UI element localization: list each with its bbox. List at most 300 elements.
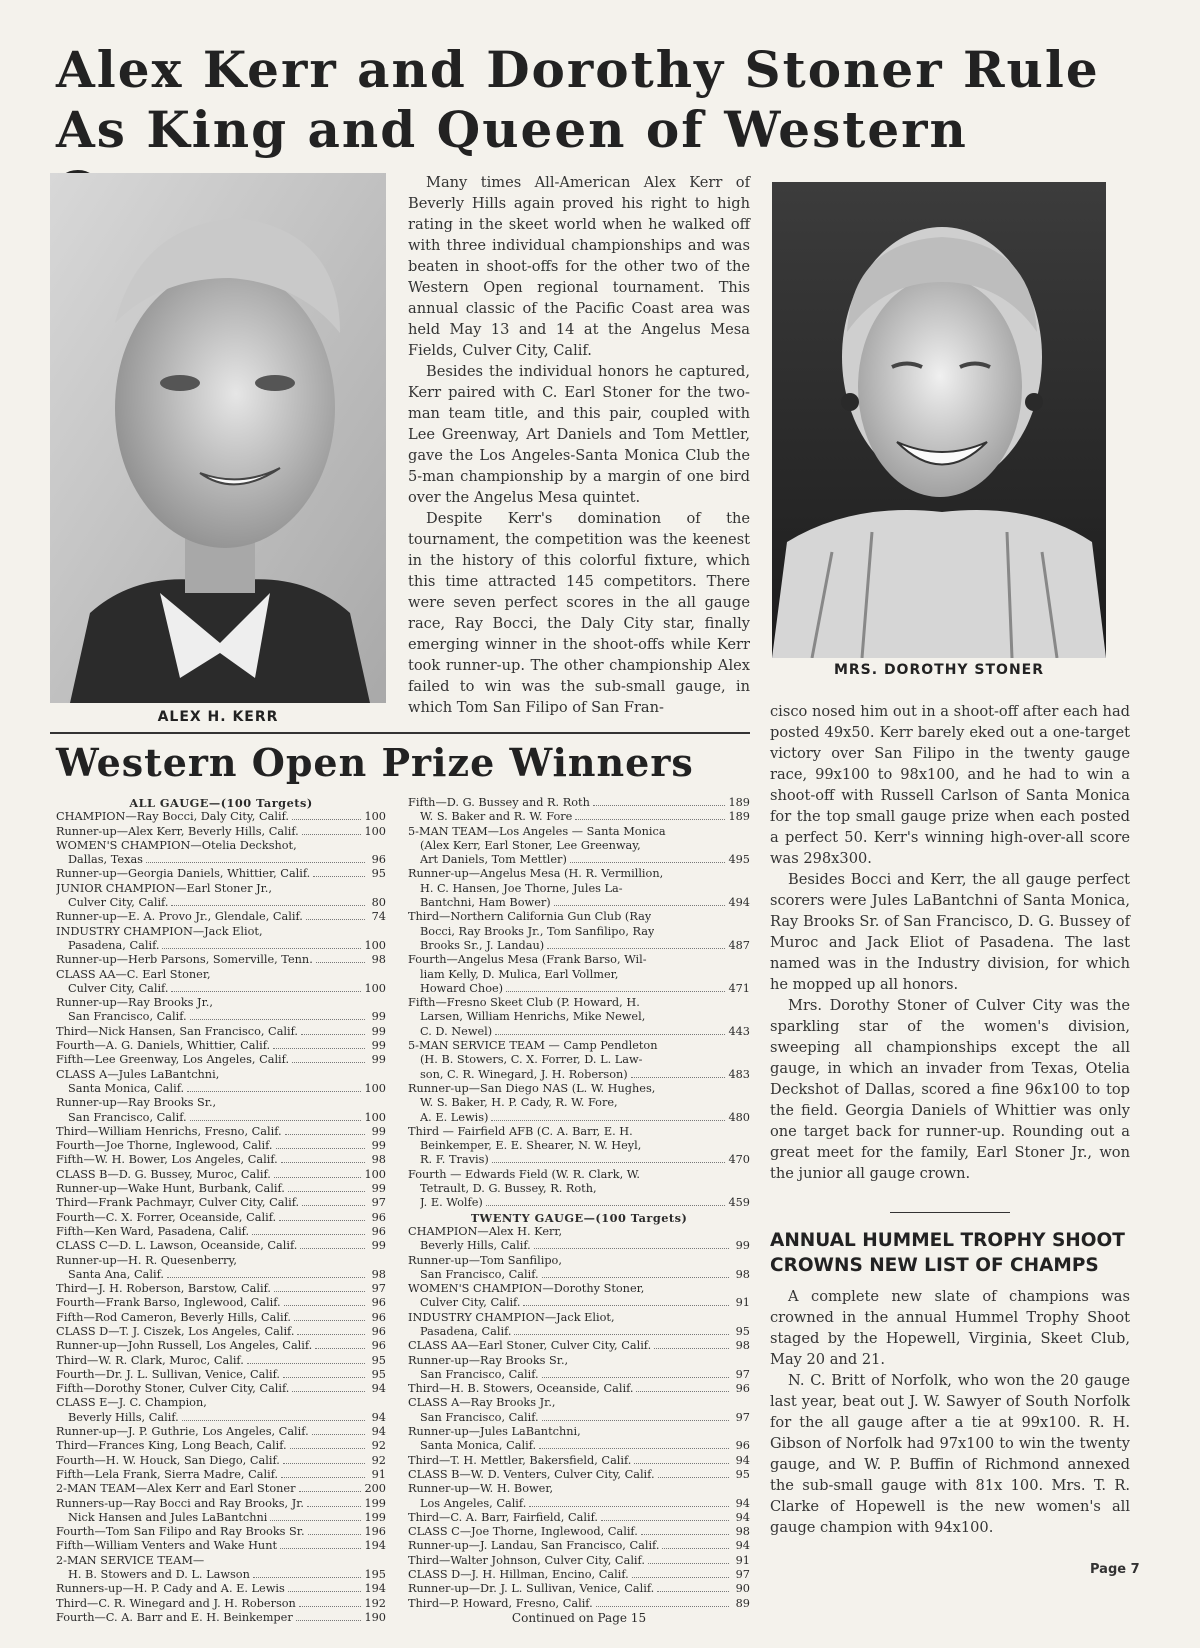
result-text: Bantchni, Ham Bower)	[420, 896, 551, 910]
result-line	[408, 1039, 750, 1053]
result-line	[56, 1010, 386, 1024]
result-score: 91	[735, 1553, 750, 1567]
result-line	[408, 1182, 750, 1196]
result-line	[56, 1082, 386, 1096]
result-score: 200	[364, 1482, 386, 1496]
result-score: 94	[371, 1410, 386, 1424]
section-divider-rule	[50, 732, 750, 734]
result-line	[408, 1554, 750, 1568]
result-score: 98	[371, 953, 386, 967]
prize-winners-title: Western Open Prize Winners	[56, 740, 694, 785]
result-line	[56, 896, 386, 910]
result-line	[56, 853, 386, 867]
result-line	[408, 1439, 750, 1453]
result-score: 480	[728, 1110, 750, 1124]
result-text: Runner-up—E. A. Provo Jr., Glendale, Calif.	[56, 910, 303, 924]
result-score: 470	[728, 1153, 750, 1167]
dot-leader	[276, 1148, 366, 1149]
result-line	[56, 1582, 386, 1596]
result-text: (H. B. Stowers, C. X. Forrer, D. L. Law-	[420, 1053, 643, 1067]
result-score: 94	[735, 1496, 750, 1510]
result-score: 459	[728, 1196, 750, 1210]
result-score: 99	[371, 1010, 386, 1024]
dot-leader	[307, 1506, 361, 1507]
result-score: 100	[364, 1167, 386, 1181]
result-line	[408, 810, 750, 824]
result-text: C. D. Newel)	[420, 1024, 493, 1038]
headline-line-2: As King and Queen of Western	[56, 100, 968, 159]
dot-leader	[167, 1277, 365, 1278]
dot-leader	[300, 1248, 365, 1249]
result-score: 98	[735, 1339, 750, 1353]
result-text: Beverly Hills, Calif.	[420, 1239, 531, 1253]
result-score: 96	[371, 1296, 386, 1310]
result-line	[56, 1225, 386, 1239]
result-text: Runners-up—H. P. Cady and A. E. Lewis	[56, 1582, 285, 1596]
result-score: 100	[364, 1110, 386, 1124]
result-line	[408, 939, 750, 953]
result-text: CLASS D—J. H. Hillman, Encino, Calif.	[408, 1568, 629, 1582]
result-score: 97	[735, 1367, 750, 1381]
dot-leader	[593, 805, 726, 806]
dot-leader	[280, 1548, 361, 1549]
dot-leader	[641, 1534, 729, 1535]
dot-leader	[514, 1334, 729, 1335]
result-line	[56, 1211, 386, 1225]
dot-leader	[529, 1506, 729, 1507]
result-text: Runner-up—H. R. Quesenberry,	[56, 1253, 237, 1267]
result-line	[408, 1268, 750, 1282]
story-paragraph-2: Besides the individual honors he captured, Kerr paired with C. Earl Stoner for the two-man team title, and this pair, coupled with Lee Greenway, Art Daniels and Tom Mettler, gave the Los Angeles-Santa Monica Club the 5-man championship by a margin of one bird over the Angelus Mesa quintet.	[408, 363, 750, 506]
result-text: CLASS B—D. G. Bussey, Muroc, Calif.	[56, 1167, 271, 1181]
result-text: Third—P. Howard, Fresno, Calif.	[408, 1596, 593, 1610]
result-line	[408, 867, 750, 881]
result-text: Third—Walter Johnson, Culver City, Calif.	[408, 1553, 645, 1567]
result-score: 99	[371, 1139, 386, 1153]
story-continuation-column	[770, 701, 1130, 1184]
dot-leader	[292, 819, 361, 820]
result-line	[56, 1511, 386, 1525]
story-continued-paragraph-2: Besides Bocci and Kerr, the all gauge perfect scorers were Jules LaBantchni of Santa Monica, Ray Brooks Sr. of San Francisco, D. G. Bussey of Muroc and Jack Eliot of Pasadena. The last named was in the Industry division, for which he mopped up all honors.	[770, 871, 1130, 993]
result-line	[408, 1068, 750, 1082]
result-score: 100	[364, 810, 386, 824]
result-line	[408, 1497, 750, 1511]
result-score: 97	[371, 1196, 386, 1210]
result-score: 98	[371, 1267, 386, 1281]
result-line	[408, 1539, 750, 1553]
result-text: Howard Choe)	[420, 981, 504, 995]
result-score: 196	[364, 1525, 386, 1539]
result-text: CLASS A—Ray Brooks Jr.,	[408, 1396, 556, 1410]
result-line	[408, 1611, 750, 1625]
result-text: Fifth—Dorothy Stoner, Culver City, Calif.	[56, 1382, 290, 1396]
result-text: Santa Monica, Calif.	[420, 1439, 537, 1453]
dot-leader	[506, 991, 725, 992]
result-text: CLASS E—J. C. Champion,	[56, 1396, 207, 1410]
result-score: 80	[371, 896, 386, 910]
sidebar-divider-rule	[890, 1212, 1010, 1213]
dot-leader	[182, 1420, 365, 1421]
result-line	[56, 1354, 386, 1368]
page-number: Page 7	[1090, 1562, 1140, 1577]
result-line	[408, 1082, 750, 1096]
result-line	[408, 953, 750, 967]
result-text: Pasadena, Calif.	[420, 1324, 512, 1338]
result-line	[408, 1111, 750, 1125]
dot-leader	[634, 1463, 729, 1464]
result-score: 100	[364, 981, 386, 995]
dot-leader	[601, 1520, 729, 1521]
result-text: JUNIOR CHAMPION—Earl Stoner Jr.,	[56, 881, 272, 895]
result-line	[408, 1425, 750, 1439]
result-text: CHAMPION—Alex H. Kerr,	[408, 1224, 563, 1238]
result-score: 100	[364, 938, 386, 952]
result-score: 94	[735, 1539, 750, 1553]
result-text: Runner-up—J. Landau, San Francisco, Calif.	[408, 1539, 660, 1553]
dot-leader	[596, 1606, 729, 1607]
result-text: Runner-up—Ray Brooks Jr.,	[56, 996, 213, 1010]
result-score: 99	[371, 1239, 386, 1253]
result-text: W. S. Baker and R. W. Fore	[420, 810, 573, 824]
result-text: Bocci, Ray Brooks Jr., Tom Sanfilipo, Ray	[420, 924, 655, 938]
result-score: 91	[735, 1296, 750, 1310]
result-text: Fifth—Fresno Skeet Club (P. Howard, H.	[408, 996, 640, 1010]
result-score: 96	[371, 1324, 386, 1338]
result-text: Third—T. H. Mettler, Bakersfield, Calif.	[408, 1453, 632, 1467]
dot-leader	[570, 862, 726, 863]
result-line	[408, 1010, 750, 1024]
result-score: 94	[735, 1453, 750, 1467]
result-line	[56, 1239, 386, 1253]
result-line	[408, 1568, 750, 1582]
result-text: Fourth—C. X. Forrer, Oceanside, Calif.	[56, 1210, 277, 1224]
result-text: CHAMPION—Ray Bocci, Daly City, Calif.	[56, 810, 289, 824]
result-text: Runner-up—Ray Brooks Sr.,	[408, 1353, 569, 1367]
dot-leader	[285, 1134, 365, 1135]
result-text: Beverly Hills, Calif.	[68, 1410, 179, 1424]
result-text: Brooks Sr., J. Landau)	[420, 938, 545, 952]
result-score: 92	[371, 1453, 386, 1467]
result-score: 90	[735, 1582, 750, 1596]
result-line	[56, 1396, 386, 1410]
result-text: Runner-up—Jules LaBantchni,	[408, 1425, 581, 1439]
result-line	[408, 1025, 750, 1039]
result-line	[408, 1282, 750, 1296]
result-text: 5-MAN SERVICE TEAM — Camp Pendleton	[408, 1039, 658, 1053]
result-text: San Francisco, Calif.	[420, 1410, 539, 1424]
result-line	[408, 925, 750, 939]
result-score: 199	[364, 1510, 386, 1524]
result-text: CLASS C—D. L. Lawson, Oceanside, Calif.	[56, 1239, 298, 1253]
result-line	[408, 1311, 750, 1325]
result-score: 98	[735, 1525, 750, 1539]
result-text: Fourth—C. A. Barr and E. H. Beinkemper	[56, 1610, 293, 1624]
result-line	[56, 1311, 386, 1325]
result-text: Los Angeles, Calif.	[420, 1496, 527, 1510]
result-line	[56, 825, 386, 839]
dot-leader	[654, 1348, 729, 1349]
result-line	[56, 1282, 386, 1296]
result-score: 487	[728, 938, 750, 952]
dot-leader	[542, 1420, 729, 1421]
result-score: 99	[371, 1124, 386, 1138]
sidebar-story	[770, 1286, 1130, 1538]
result-score: 94	[371, 1382, 386, 1396]
sidebar-headline-line-1: ANNUAL HUMMEL TROPHY SHOOT	[770, 1230, 1125, 1251]
result-text: Fourth—Joe Thorne, Inglewood, Calif.	[56, 1139, 273, 1153]
dot-leader	[288, 1591, 362, 1592]
dot-leader	[658, 1477, 729, 1478]
result-text: Fourth — Edwards Field (W. R. Clark, W.	[408, 1167, 641, 1181]
dot-leader	[297, 1334, 365, 1335]
result-line	[408, 910, 750, 924]
result-text: CLASS B—W. D. Venters, Culver City, Calif.	[408, 1467, 655, 1481]
result-line	[408, 1153, 750, 1167]
result-line	[408, 1053, 750, 1067]
dot-leader	[492, 1162, 726, 1163]
result-line	[56, 796, 386, 810]
result-line	[408, 1339, 750, 1353]
dot-leader	[486, 1205, 726, 1206]
result-line	[408, 1468, 750, 1482]
result-text: San Francisco, Calif.	[420, 1367, 539, 1381]
result-score: 199	[364, 1496, 386, 1510]
result-line	[56, 882, 386, 896]
dot-leader	[534, 1248, 729, 1249]
result-line	[408, 1168, 750, 1182]
result-line	[56, 1454, 386, 1468]
dot-leader	[247, 1363, 365, 1364]
dot-leader	[301, 1034, 365, 1035]
result-score: 99	[371, 1182, 386, 1196]
result-line	[56, 1296, 386, 1310]
result-score: 96	[371, 1310, 386, 1324]
result-line	[56, 953, 386, 967]
dot-leader	[283, 1463, 365, 1464]
dot-leader	[279, 1220, 365, 1221]
result-text: liam Kelly, D. Mulica, Earl Vollmer,	[420, 967, 619, 981]
result-score: 483	[728, 1067, 750, 1081]
results-column-2	[408, 796, 750, 1625]
result-score: 89	[735, 1596, 750, 1610]
result-line	[408, 1525, 750, 1539]
result-line	[56, 1425, 386, 1439]
dot-leader	[299, 1606, 362, 1607]
dot-leader	[632, 1577, 729, 1578]
result-score: 95	[371, 1353, 386, 1367]
result-line	[56, 996, 386, 1010]
result-text: ALL GAUGE—(100 Targets)	[129, 796, 313, 810]
result-line	[56, 925, 386, 939]
result-text: Tetrault, D. G. Bussey, R. Roth,	[420, 1182, 597, 1196]
result-line	[56, 1025, 386, 1039]
alex-kerr-photo	[50, 173, 386, 703]
result-line	[56, 810, 386, 824]
dot-leader	[575, 819, 725, 820]
result-line	[408, 968, 750, 982]
result-score: 98	[371, 1153, 386, 1167]
result-text: Third—C. A. Barr, Fairfield, Calif.	[408, 1510, 598, 1524]
result-score: 194	[364, 1539, 386, 1553]
result-score: 192	[364, 1596, 386, 1610]
dot-leader	[495, 1034, 725, 1035]
result-text: Runners-up—Ray Bocci and Ray Brooks, Jr.	[56, 1496, 304, 1510]
result-text: Runner-up—Dr. J. L. Sullivan, Venice, Calif.	[408, 1582, 655, 1596]
result-score: 95	[371, 1367, 386, 1381]
dot-leader	[316, 962, 365, 963]
result-line	[408, 896, 750, 910]
result-text: Third—H. B. Stowers, Oceanside, Calif.	[408, 1382, 634, 1396]
dot-leader	[281, 1477, 365, 1478]
result-score: 96	[735, 1382, 750, 1396]
result-line	[408, 982, 750, 996]
result-line	[56, 1039, 386, 1053]
dot-leader	[302, 834, 362, 835]
dot-leader	[171, 905, 365, 906]
result-text: CLASS AA—Earl Stoner, Culver City, Calif.	[408, 1339, 652, 1353]
result-text: Third—C. R. Winegard and J. H. Roberson	[56, 1596, 296, 1610]
dot-leader	[302, 1205, 365, 1206]
result-text: Culver City, Calif.	[68, 896, 169, 910]
result-score: 99	[735, 1239, 750, 1253]
dot-leader	[292, 1391, 365, 1392]
result-text: son, C. R. Winegard, J. H. Roberson)	[420, 1067, 628, 1081]
result-score: 95	[735, 1324, 750, 1338]
result-line	[56, 1368, 386, 1382]
result-line	[408, 882, 750, 896]
dot-leader	[284, 1305, 365, 1306]
result-line	[56, 1382, 386, 1396]
result-score: 194	[364, 1582, 386, 1596]
result-text: Continued on Page 15	[511, 1610, 647, 1625]
result-line	[408, 1382, 750, 1396]
result-text: Fourth—H. W. Houck, San Diego, Calif.	[56, 1453, 280, 1467]
result-line	[408, 996, 750, 1010]
dot-leader	[273, 1048, 365, 1049]
story-paragraph-1: Many times All-American Alex Kerr of Beverly Hills again proved his right to high rating in the skeet world when he walked off with three individual championships and was beaten in shoot-offs for the other two of the Western Open regional tournament. This annual classic of the Pacific Coast area was held May 13 and 14 at the Angelus Mesa Fields, Culver City, Calif.	[408, 174, 750, 359]
result-text: Santa Ana, Calif.	[68, 1267, 164, 1281]
dorothy-stoner-photo	[772, 182, 1106, 658]
result-line	[408, 1482, 750, 1496]
result-score: 97	[735, 1410, 750, 1424]
result-text: Third—Northern California Gun Club (Ray	[408, 910, 652, 924]
result-line	[56, 839, 386, 853]
result-line	[56, 1268, 386, 1282]
result-line	[56, 982, 386, 996]
result-text: Runner-up—Angelus Mesa (H. R. Vermillion,	[408, 867, 664, 881]
result-text: Third—Frank Pachmayr, Culver City, Calif.	[56, 1196, 300, 1210]
dot-leader	[648, 1563, 729, 1564]
result-text: Fifth—W. H. Bower, Los Angeles, Calif.	[56, 1153, 278, 1167]
result-line	[408, 1239, 750, 1253]
result-text: Fifth—D. G. Bussey and R. Roth	[408, 796, 590, 809]
result-text: H. B. Stowers and D. L. Lawson	[68, 1568, 250, 1582]
result-line	[56, 1182, 386, 1196]
dot-leader	[542, 1377, 729, 1378]
result-text: Third — Fairfield AFB (C. A. Barr, E. H.	[408, 1124, 633, 1138]
result-text: Fourth—Frank Barso, Inglewood, Calif.	[56, 1296, 281, 1310]
result-line	[408, 1582, 750, 1596]
result-line	[56, 1568, 386, 1582]
result-text: TWENTY GAUGE—(100 Targets)	[470, 1210, 688, 1225]
result-text: Runner-up—Georgia Daniels, Whittier, Calif.	[56, 867, 311, 881]
result-score: 494	[728, 896, 750, 910]
result-text: Runner-up—Herb Parsons, Somerville, Tenn.	[56, 953, 313, 967]
result-line	[408, 1597, 750, 1611]
result-line	[408, 1139, 750, 1153]
result-line	[56, 1053, 386, 1067]
result-line	[408, 1096, 750, 1110]
result-text: Runner-up—Alex Kerr, Beverly Hills, Calif.	[56, 824, 299, 838]
result-text: Fifth—Lee Greenway, Los Angeles, Calif.	[56, 1053, 290, 1067]
dot-leader	[306, 919, 365, 920]
result-score: 495	[728, 853, 750, 867]
result-text: Runner-up—Wake Hunt, Burbank, Calif.	[56, 1182, 285, 1196]
dot-leader	[190, 1120, 362, 1121]
result-line	[56, 1482, 386, 1496]
result-line	[56, 1168, 386, 1182]
result-text: Pasadena, Calif.	[68, 938, 160, 952]
result-line	[56, 1554, 386, 1568]
result-line	[56, 1468, 386, 1482]
result-line	[408, 1454, 750, 1468]
dot-leader	[312, 1434, 365, 1435]
result-score: 100	[364, 1081, 386, 1095]
result-text: CLASS AA—C. Earl Stoner,	[56, 967, 211, 981]
result-line	[56, 1325, 386, 1339]
sidebar-headline	[770, 1228, 1130, 1278]
headline-line-1: Alex Kerr and Dorothy Stoner Rule	[56, 40, 1100, 99]
result-line	[408, 1354, 750, 1368]
dot-leader	[299, 1491, 362, 1492]
result-text: 2-MAN TEAM—Alex Kerr and Earl Stoner	[56, 1482, 296, 1496]
dot-leader	[636, 1391, 729, 1392]
result-text: Dallas, Texas	[68, 853, 143, 867]
result-text: Santa Monica, Calif.	[68, 1081, 185, 1095]
result-text: Third—W. R. Clark, Muroc, Calif.	[56, 1353, 244, 1367]
result-line	[408, 796, 750, 810]
result-text: Larsen, William Henrichs, Mike Newel,	[420, 1010, 646, 1024]
result-line	[56, 1539, 386, 1553]
result-text: Fourth—Tom San Filipo and Ray Brooks Sr.	[56, 1525, 305, 1539]
result-score: 99	[371, 1039, 386, 1053]
result-score: 189	[728, 796, 750, 809]
result-score: 96	[735, 1439, 750, 1453]
result-line	[408, 1368, 750, 1382]
result-text: Beinkemper, E. E. Shearer, N. W. Heyl,	[420, 1139, 642, 1153]
results-column-1	[56, 796, 386, 1625]
result-score: 96	[371, 1210, 386, 1224]
result-text: Fifth—Lela Frank, Sierra Madre, Calif.	[56, 1467, 279, 1481]
result-line	[408, 1325, 750, 1339]
result-line	[56, 1196, 386, 1210]
result-text: Third—J. H. Roberson, Barstow, Calif.	[56, 1282, 271, 1296]
result-text: Fifth—William Venters and Wake Hunt	[56, 1539, 278, 1553]
left-photo-caption: ALEX H. KERR	[157, 709, 279, 725]
right-photo-caption: MRS. DOROTHY STONER	[833, 662, 1045, 678]
result-score: 189	[728, 810, 750, 824]
result-score: 471	[728, 981, 750, 995]
dot-leader	[554, 905, 726, 906]
result-line	[408, 1254, 750, 1268]
result-text: WOMEN'S CHAMPION—Dorothy Stoner,	[408, 1282, 645, 1296]
result-text: CLASS D—T. J. Ciszek, Los Angeles, Calif.	[56, 1324, 295, 1338]
result-text: Culver City, Calif.	[68, 981, 169, 995]
portrait-woman-image	[772, 182, 1106, 658]
result-text: Fourth—Dr. J. L. Sullivan, Venice, Calif.	[56, 1367, 281, 1381]
result-line	[56, 1153, 386, 1167]
dot-leader	[308, 1534, 362, 1535]
